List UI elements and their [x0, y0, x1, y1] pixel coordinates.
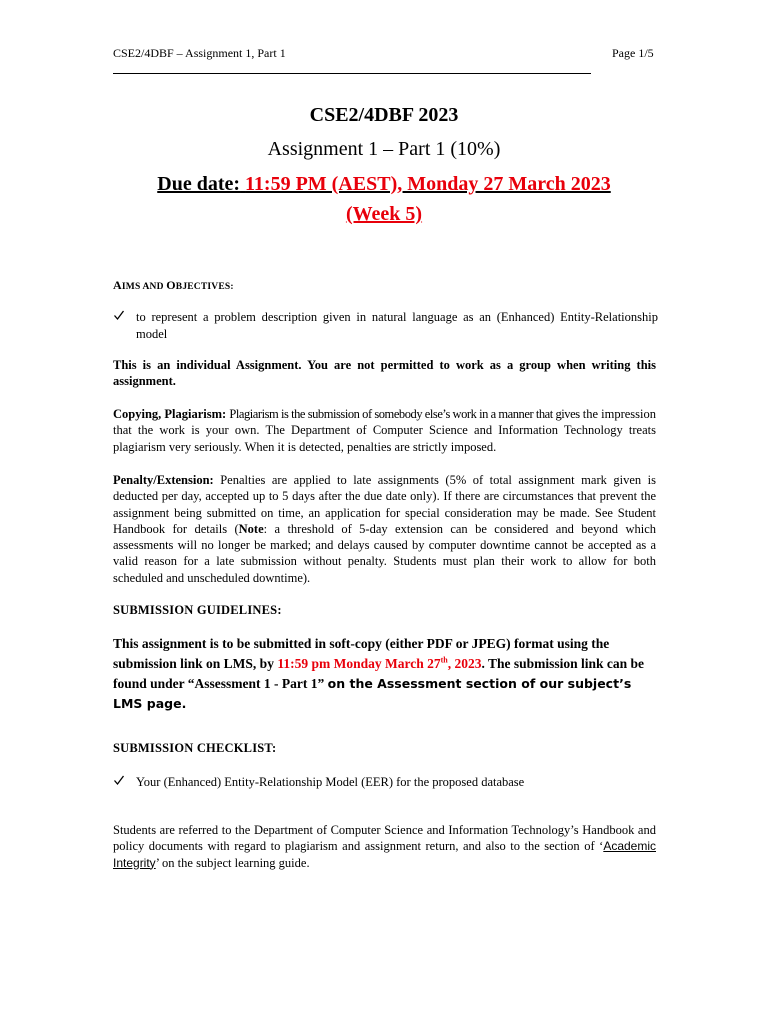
academic-integrity-link[interactable]: Academic Integrity [113, 839, 656, 870]
due-date-line [0, 169, 768, 199]
checkmark-icon [113, 309, 127, 326]
copying-label: Copying, Plagiarism: [113, 407, 227, 421]
checkmark-icon [113, 774, 127, 791]
aims-heading: AIMS AND OBJECTIVES: [113, 278, 234, 292]
guidelines-heading: SUBMISSION GUIDELINES: [113, 603, 282, 617]
page-number: Page 1/5 [612, 46, 654, 60]
guidelines-text-a: This assignment is to be submitted in soft-copy (either PDF or JPEG) format using the submission link on LMS, by [113, 636, 610, 671]
penalty-text-a: Penalties are applied to late assignments (5% of total assignment mark given is deducted per day, accepted up to 5 days after the due date only). If there are circumstances that prevent the assignment being submitted on time, an application for special consideration may be made. See Student Handbook for details ( [113, 473, 657, 536]
aims-item-text: to represent a problem description given in natural language as an (Enhanced) Entity-Relationship model [136, 310, 658, 341]
due-date-value: 11:59 PM (AEST), Monday 27 March 2023 [245, 173, 611, 195]
referral-paragraph [113, 822, 656, 871]
assignment-title: Assignment 1 – Part 1 (10%) [267, 138, 501, 160]
due-week: (Week 5) [345, 203, 423, 225]
penalty-paragraph [113, 472, 656, 586]
copying-paragraph [113, 406, 656, 455]
guidelines-text-b: . The submission link can be found under “Assessment 1 - Part 1” [113, 656, 645, 691]
checklist-item-text: Your (Enhanced) Entity-Relationship Model (EER) for the proposed database [136, 775, 525, 789]
referral-text-a: Students are referred to the Department of Computer Science and Information Technology’s Handbook and policy documents with regard to plagiarism and assignment return, and also to the section of ‘ [113, 823, 656, 854]
copying-text: the impression that the work is your own. The Department of Computer Science and Information Technology treats plagiarism very seriously. When it is detected, penalties are strictly imposed. [113, 407, 657, 454]
running-header-title: CSE2/4DBF – Assignment 1, Part 1 [113, 46, 286, 60]
guidelines-due-red: 11:59 pm Monday March 27th, 2023 [277, 655, 482, 671]
due-date-label: Due date: [157, 173, 241, 195]
referral-text-b: ’ on the subject learning guide. [155, 855, 310, 870]
copying-text-lead: Plagiarism is the submission of somebody else’s work in a manner that gives [229, 407, 580, 421]
checklist-heading: SUBMISSION CHECKLIST: [113, 741, 277, 755]
penalty-label: Penalty/Extension: [113, 473, 214, 487]
header-rule [113, 73, 591, 74]
guidelines-paragraph [113, 634, 658, 714]
individual-notice: This is an individual Assignment. You are not permitted to work as a group when writing this assignment. [113, 358, 656, 389]
penalty-note-label: Note [238, 521, 264, 536]
course-title: CSE2/4DBF 2023 [309, 104, 459, 126]
penalty-text-b: : a threshold of 5-day extension can be considered and beyond which assessments will no longer be marked; and delays caused by computer downtime cannot be accepted as a valid reason for a late submission without penalty. Students must plan their work to allow for both scheduled and unscheduled downtime). [113, 521, 656, 585]
due-week-line [0, 199, 768, 229]
guidelines-text-c: on the Assessment section of our subject’s LMS page. [113, 676, 632, 711]
